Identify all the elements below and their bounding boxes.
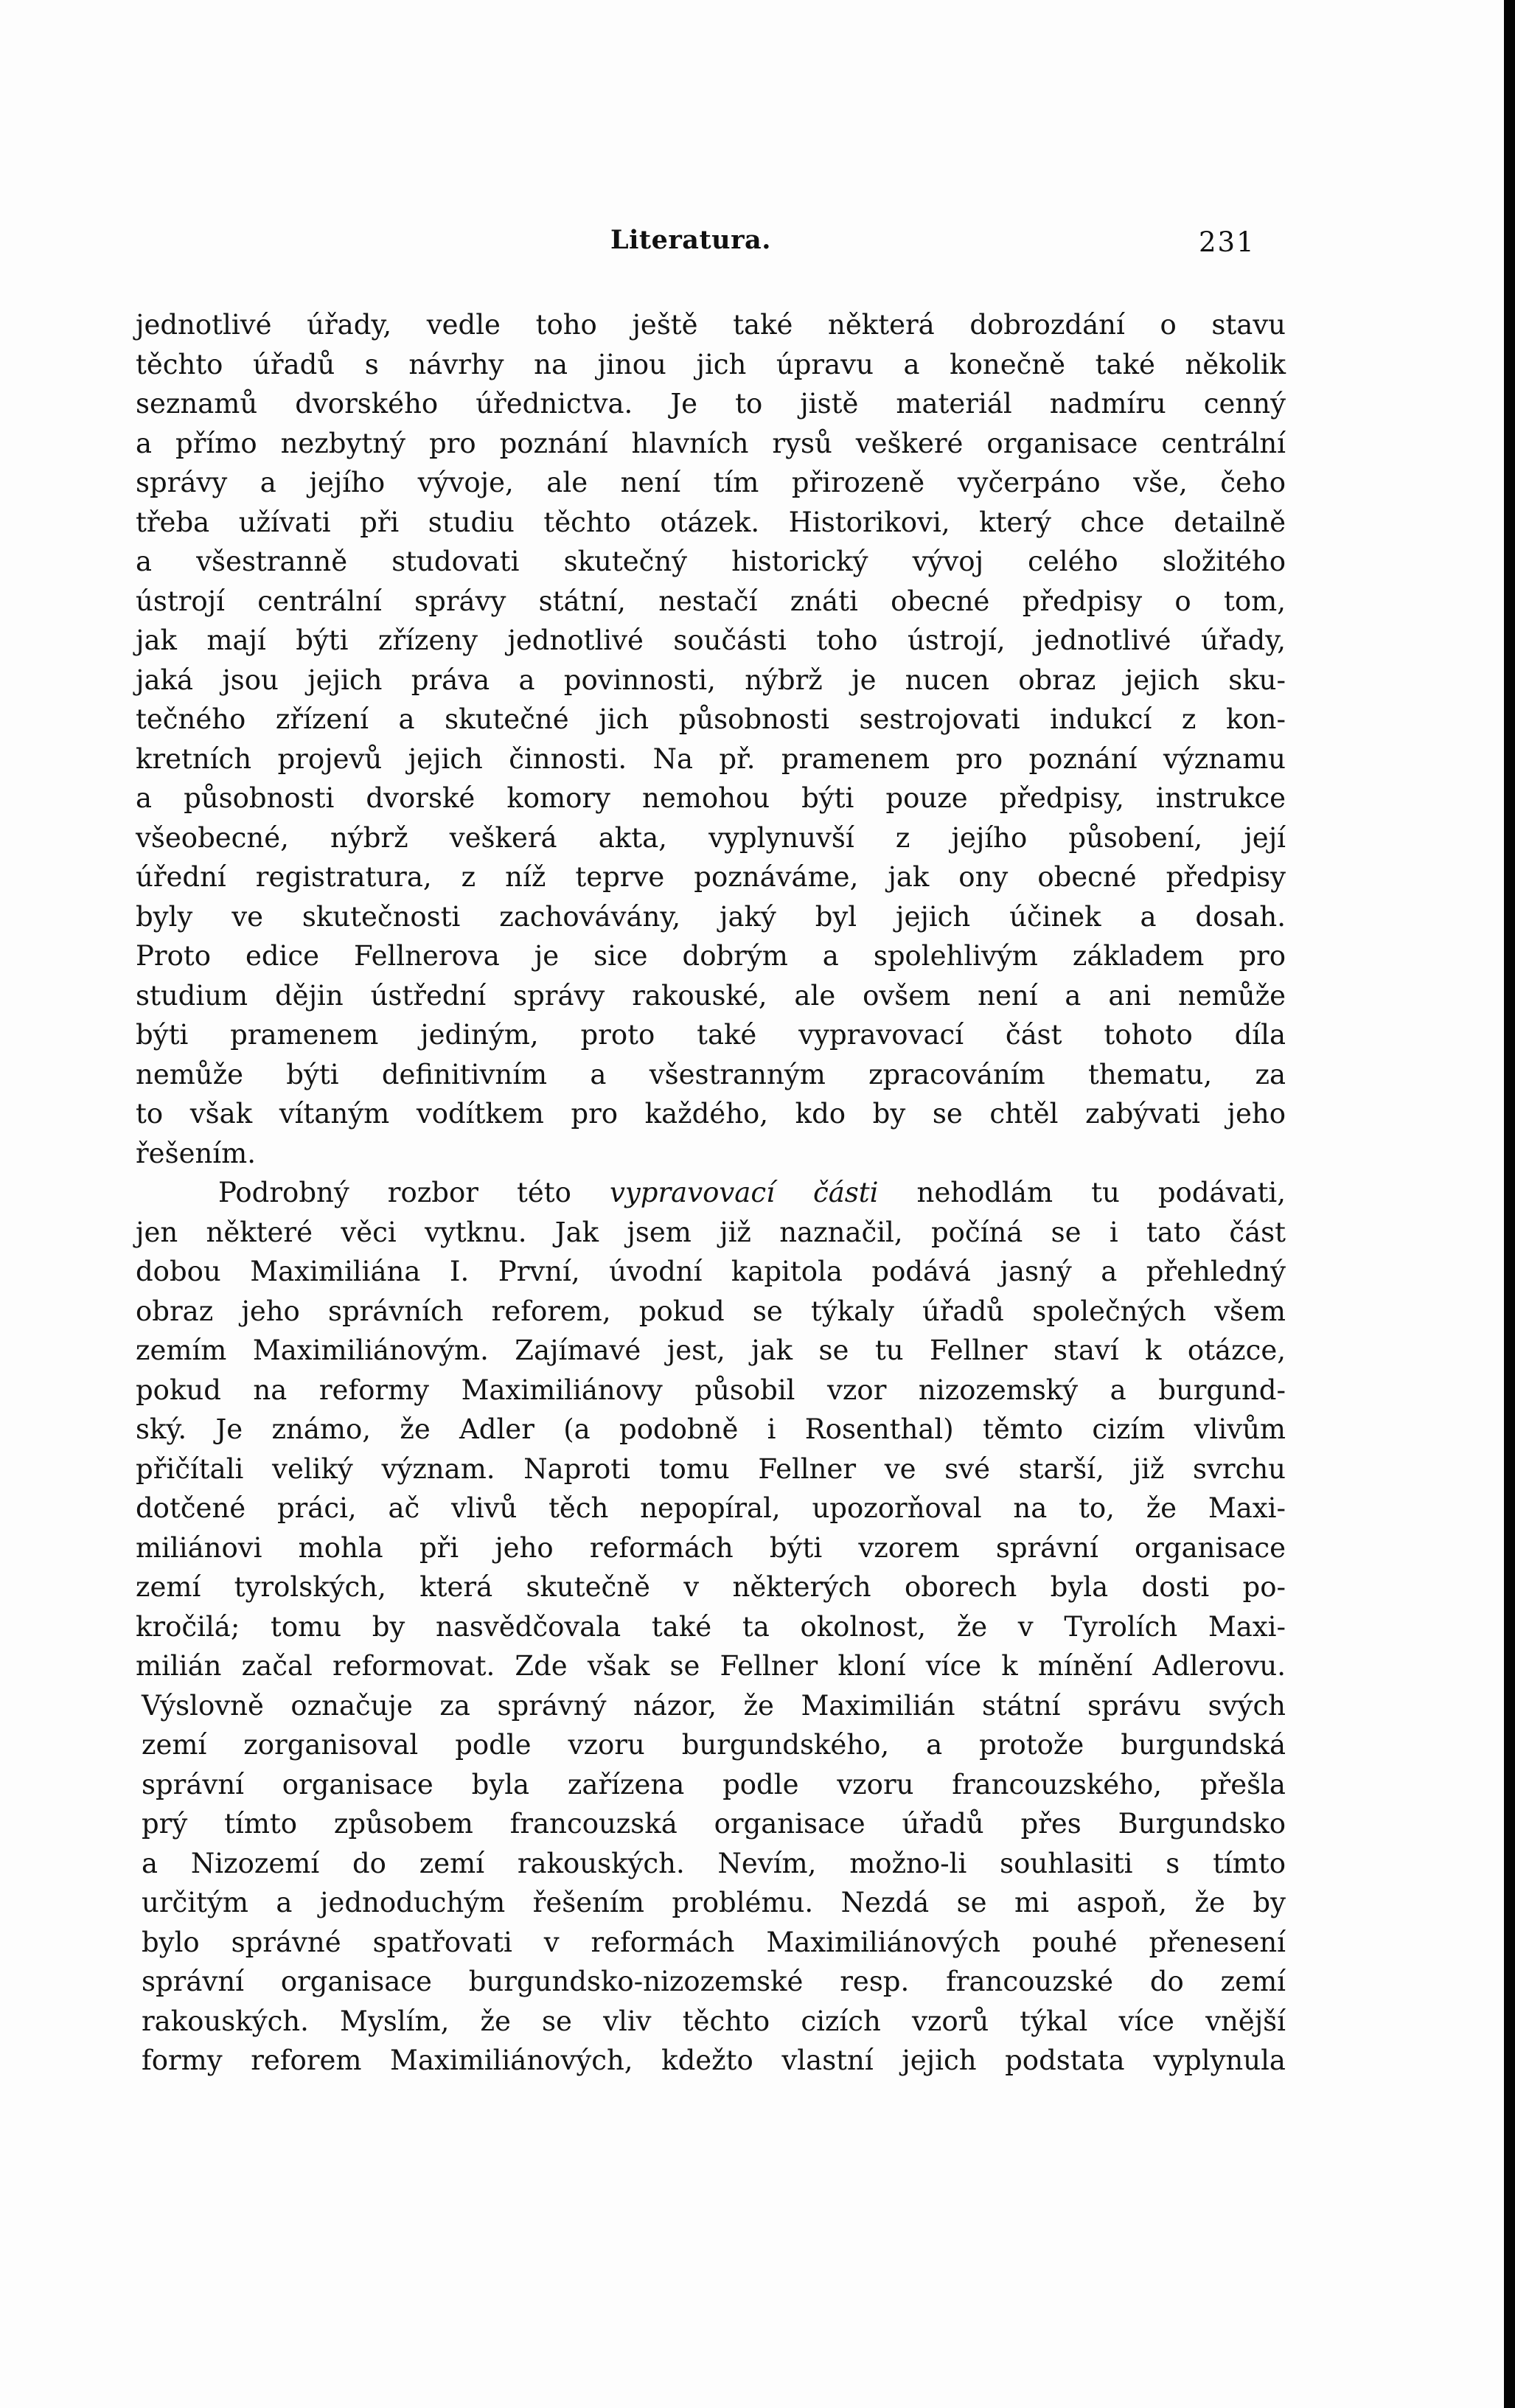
text-line: jednotlivé úřady, vedle toho ještě také některá dobrozdání o stavu <box>136 309 1286 341</box>
text-line: Proto edice Fellnerova je sice dobrým a spolehlivým základem pro <box>136 940 1286 972</box>
text-line: všeobecné, nýbrž veškerá akta, vyplynuvší z jejího působení, její <box>136 821 1286 854</box>
text-line: přičítali veliký význam. Naproti tomu Fellner ve své starší, již svrchu <box>136 1452 1286 1485</box>
text-line: prý tímto způsobem francouzská organisace úřadů přes Burgundsko <box>142 1808 1286 1840</box>
text-line: a všestranně studovati skutečný historický vývoj celého složitého <box>136 546 1286 577</box>
paragraph-first-line <box>136 1173 1286 1213</box>
text-line: byly ve skutečnosti zachovávány, jaký byl jejich účinek a dosah. <box>136 900 1286 933</box>
text-line: ský. Je známo, že Adler (a podobně i Rosenthal) těmto cizím vlivům <box>136 1413 1286 1445</box>
text-line: a přímo nezbytný pro poznání hlavních rysů veškeré organisace centrální <box>136 427 1286 459</box>
text-line: správní organisace byla zařízena podle vzoru francouzského, přešla <box>142 1768 1286 1800</box>
text-line: to však vítaným vodítkem pro každého, kdo by se chtěl zabývati jeho <box>136 1098 1286 1130</box>
text-span: Podrobný rozbor této <box>218 1177 571 1208</box>
text-line: určitým a jednoduchým řešením problému. Nezdá se mi aspoň, že by <box>142 1887 1286 1918</box>
text-line: zemí tyrolských, která skutečně v některých oborech byla dosti po- <box>136 1571 1286 1603</box>
text-line: dobou Maximiliána I. První, úvodní kapitola podává jasný a přehledný <box>136 1256 1286 1287</box>
text-line: bylo správné spatřovati v reformách Maximiliánových pouhé přenesení <box>142 1926 1286 1958</box>
text-line: a působnosti dvorské komory nemohou býti pouze předpisy, instrukce <box>136 782 1286 814</box>
text-line: formy reforem Maximiliánových, kdežto vlastní jejich podstata vyplynula <box>142 2045 1286 2076</box>
text-line: miliánovi mohla při jeho reformách býti vzorem správní organisace <box>136 1531 1286 1564</box>
text-line: pokud na reformy Maximiliánovy působil vzor nizozemský a burgund- <box>136 1374 1286 1406</box>
text-line: správní organisace burgundsko-nizozemské resp. francouzské do zemí <box>142 1966 1286 1997</box>
text-line: jen některé věci vytknu. Jak jsem již naznačil, počíná se i tato část <box>136 1216 1286 1248</box>
body-text <box>136 305 1286 2081</box>
scan-border <box>1504 0 1515 2408</box>
italic-phrase: vypravovací části <box>609 1177 879 1208</box>
text-line: dotčené práci, ač vlivů těch nepopíral, upozorňoval na to, že Maxi- <box>136 1492 1286 1524</box>
text-line: těchto úřadů s návrhy na jinou jich úpravu a konečně také několik <box>136 348 1286 380</box>
running-title: Literatura. <box>610 225 771 255</box>
text-line: třeba užívati při studiu těchto otázek. Historikovi, který chce detailně <box>136 506 1286 538</box>
text-line: správy a jejího vývoje, ale není tím přirozeně vyčerpáno vše, čeho <box>136 467 1286 498</box>
text-line: nemůže býti definitivním a všestranným zpracováním thematu, za <box>136 1058 1286 1090</box>
text-line: řešením. <box>136 1137 256 1169</box>
text-line: kretních projevů jejich činnosti. Na př. pramenem pro poznání významu <box>136 742 1286 775</box>
text-line: úřední registratura, z níž teprve poznáváme, jak ony obecné předpisy <box>136 861 1286 893</box>
text-line: býti pramenem jediným, proto také vypravovací část tohoto díla <box>136 1019 1286 1051</box>
text-line: Výslovně označuje za správný názor, že Maximilián státní správu svých <box>142 1689 1286 1722</box>
text-line: seznamů dvorského úřednictva. Je to jistě materiál nadmíru cenný <box>136 388 1286 420</box>
text-line: kročilá; tomu by nasvědčovala také ta okolnost, že v Tyrolích Maxi- <box>136 1610 1286 1643</box>
text-line: a Nizozemí do zemí rakouských. Nevím, možno-li souhlasiti s tímto <box>142 1847 1286 1879</box>
text-line: zemím Maximiliánovým. Zajímavé jest, jak se tu Fellner staví k otázce, <box>136 1335 1286 1366</box>
text-line: jaká jsou jejich práva a povinnosti, nýbrž je nucen obraz jejich sku- <box>136 664 1286 696</box>
text-line: studium dějin ústřední správy rakouské, ale ovšem není a ani nemůže <box>136 979 1286 1012</box>
page-number: 231 <box>1199 226 1255 258</box>
text-line: rakouských. Myslím, že se vliv těchto cizích vzorů týkal více vnější <box>142 2005 1286 2037</box>
text-line: jak mají býti zřízeny jednotlivé součásti toho ústrojí, jednotlivé úřady, <box>136 624 1286 656</box>
text-line: zemí zorganisoval podle vzoru burgundského, a protože burgundská <box>142 1729 1286 1761</box>
text-line: obraz jeho správních reforem, pokud se týkaly úřadů společných všem <box>136 1295 1286 1327</box>
page-header <box>0 225 1504 269</box>
text-line: tečného zřízení a skutečné jich působnosti sestrojovati indukcí z kon- <box>136 703 1286 735</box>
text-line: ústrojí centrální správy státní, nestačí znáti obecné předpisy o tom, <box>136 585 1286 617</box>
text-span: nehodlám tu podávati, <box>916 1177 1286 1208</box>
text-line: milián začal reformovat. Zde však se Fellner kloní více k mínění Adlerovu. <box>136 1650 1286 1682</box>
